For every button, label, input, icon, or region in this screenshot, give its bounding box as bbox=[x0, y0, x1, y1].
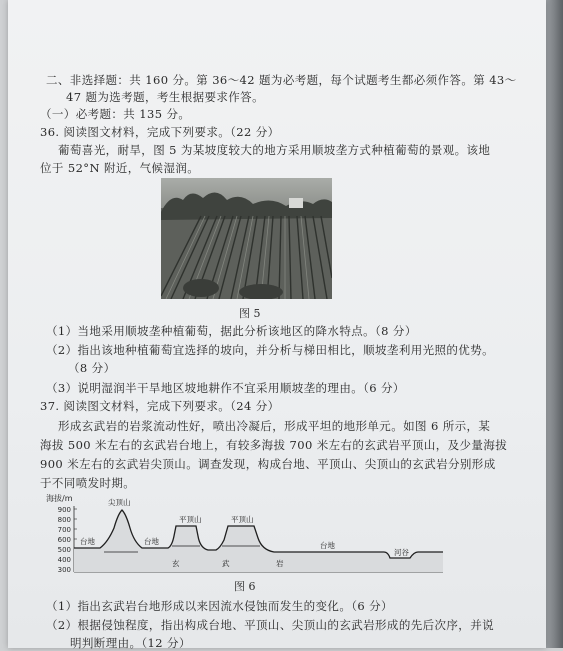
q36-title: 36. 阅读图文材料，完成下列要求。（22 分） bbox=[40, 125, 280, 139]
ytick-500: 500 bbox=[57, 546, 71, 554]
figure5-caption: 图 5 bbox=[239, 307, 261, 320]
q37-title: 37. 阅读图文材料，完成下列要求。（24 分） bbox=[40, 399, 280, 413]
ytick-900: 900 bbox=[57, 506, 71, 514]
label-plateau-3: 台地 bbox=[320, 541, 335, 550]
figure5-vineyard-photo bbox=[161, 178, 332, 299]
q36-subquestion-2-line1: （2）指出该地种植葡萄宜选择的坡向，并分析与梯田相比，顺坡垄利用光照的优势。 bbox=[46, 343, 495, 357]
q37-subquestion-1: （1）指出玄武岩台地形成以来因流水侵蚀而发生的变化。（6 分） bbox=[46, 599, 393, 613]
ytick-400: 400 bbox=[57, 556, 71, 564]
q37-subquestion-2-line1: （2）根据侵蚀程度，指出构成台地、平顶山、尖顶山的玄武岩形成的先后次序，并说 bbox=[46, 618, 495, 632]
label-plateau-1: 台地 bbox=[80, 537, 95, 546]
ytick-600: 600 bbox=[57, 536, 71, 544]
q37-intro-line3: 900 米左右的玄武岩尖顶山。调查发现，构成台地、平顶山、尖顶山的玄武岩分别形成 bbox=[40, 457, 496, 471]
q37-intro-line4: 于不同喷发时期。 bbox=[40, 476, 136, 490]
q37-intro-line2: 海拔 500 米左右的玄武岩台地上，有较多海拔 700 米左右的玄武岩平顶山，及少量海拔 bbox=[40, 438, 508, 452]
page-edge-shadow bbox=[546, 0, 563, 648]
label-flat-top-1: 平顶山 bbox=[179, 515, 202, 524]
q36-subquestion-1: （1）当地采用顺坡垄种植葡萄，据此分析该地区的降水特点。（8 分） bbox=[46, 324, 417, 338]
exam-paper bbox=[8, 0, 546, 648]
label-flat-top-2: 平顶山 bbox=[231, 515, 254, 524]
ytick-700: 700 bbox=[57, 526, 71, 534]
q36-subquestion-3: （3）说明湿润半干旱地区坡地耕作不宜采用顺坡垄的理由。（6 分） bbox=[46, 381, 405, 395]
label-plateau-2: 台地 bbox=[144, 537, 159, 546]
label-rock-char-2: 武 bbox=[222, 559, 230, 568]
ytick-300: 300 bbox=[57, 566, 71, 574]
q36-intro-line2: 位于 52°N 附近，气候湿润。 bbox=[40, 161, 200, 175]
required-questions-header: （一）必考题：共 135 分。 bbox=[40, 107, 191, 121]
q37-intro-line1: 形成玄武岩的岩浆流动性好，喷出冷凝后，形成平坦的地形单元。如图 6 所示，某 bbox=[58, 419, 491, 433]
figure6-caption: 图 6 bbox=[234, 580, 256, 593]
label-valley: 河谷 bbox=[394, 548, 409, 557]
label-pointed-peak: 尖顶山 bbox=[108, 498, 131, 507]
ytick-800: 800 bbox=[57, 516, 71, 524]
section2-header-line2: 47 题为选考题，考生根据要求作答。 bbox=[66, 90, 264, 104]
q37-subquestion-2-line2: 明判断理由。（12 分） bbox=[70, 636, 191, 650]
label-rock-char-1: 玄 bbox=[172, 559, 180, 568]
label-rock-char-3: 岩 bbox=[276, 559, 284, 568]
figure6-ylabel: 海拔/m bbox=[46, 494, 73, 503]
figure6-terrain-profile bbox=[38, 492, 453, 578]
section2-header-line1: 二、非选择题：共 160 分。第 36～42 题为必考题，每个试题考生都必须作答。第 43～ bbox=[46, 73, 517, 87]
q36-subquestion-2-line2: （8 分） bbox=[68, 361, 116, 375]
q36-intro-line1: 葡萄喜光，耐旱，图 5 为某坡度较大的地方采用顺坡垄方式种植葡萄的景观。该地 bbox=[58, 143, 491, 157]
